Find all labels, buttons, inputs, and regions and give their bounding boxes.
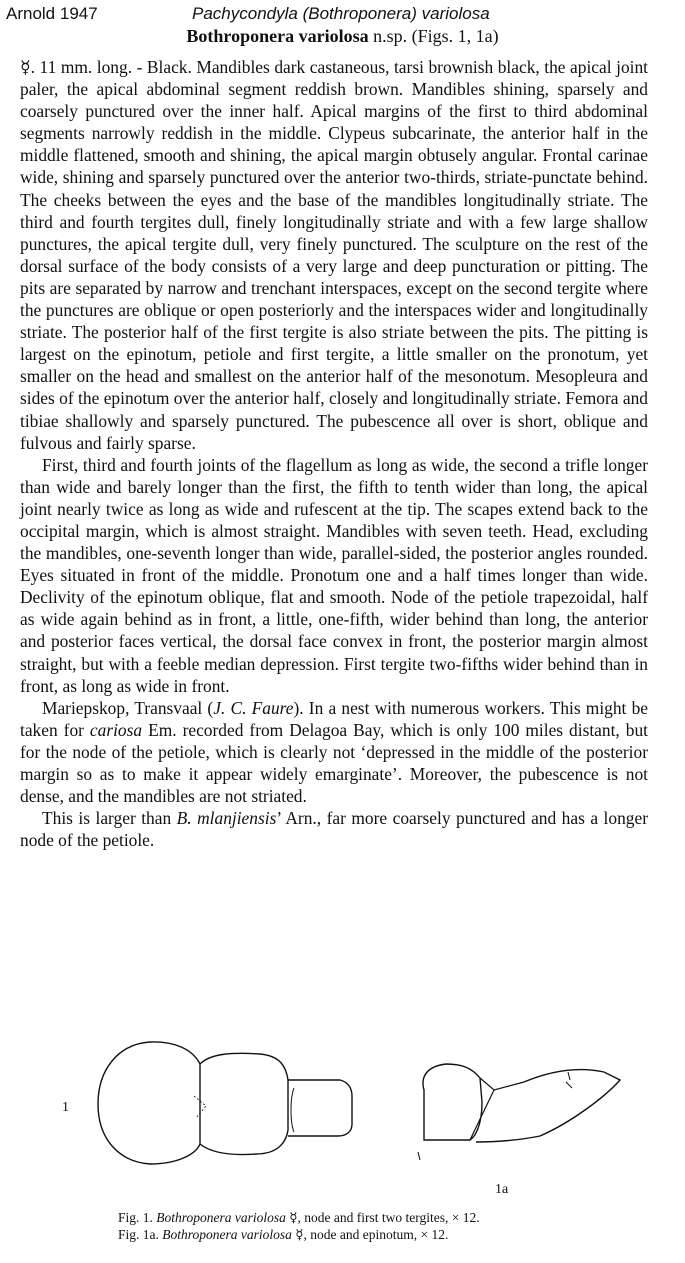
paragraph-comparison [20, 807, 648, 851]
species-name: Bothroponera variolosa [186, 26, 369, 46]
node-mark [566, 1082, 572, 1088]
caption-1-prefix: Fig. 1. [118, 1210, 157, 1225]
epinotum-outline [423, 1064, 482, 1140]
node-outline [476, 1070, 620, 1142]
first-tergite-outline [98, 1042, 200, 1164]
comparison-text-1: This is larger than [42, 808, 177, 829]
comparison-text-2: ’ Arn., far more coarsely punctured and has a longer node of the petiole. [20, 808, 648, 851]
declivity-line [480, 1078, 524, 1090]
compared-species: cariosa [89, 719, 143, 740]
paragraph-locality [20, 697, 648, 807]
figure-1a-drawing [418, 1064, 620, 1160]
figure-drawings [0, 1036, 685, 1166]
header-taxon-name: Pachycondyla (Bothroponera) variolosa [192, 4, 490, 23]
collector-name: J. C. Faure [213, 697, 294, 718]
figure-1a-label: 1a [495, 1182, 509, 1197]
figure-1-drawing [98, 1042, 352, 1164]
leg-stub [418, 1152, 420, 1160]
second-tergite-outline [200, 1053, 288, 1154]
figure-1-label: 1 [62, 1100, 69, 1115]
tergite-suture [291, 1088, 294, 1132]
description-body [20, 56, 648, 851]
header-author-year: Arnold 1947 [6, 4, 98, 23]
paragraph-description: ☿. 11 mm. long. - Black. Mandibles dark castaneous, tarsi brownish black, the apical joint paler, the apical abdominal segment reddish brown. Mandibles shining, sparsely and coarsely punctured over the inner half. Apical margins of the first to third abdominal segments narrowly reddish in the middle. Clypeus subcarinate, the anterior half in the middle flattened, smooth and shining, the apical margin obtusely angular. Frontal carinae wide, shining and sparsely punctured over the anterior two-thirds, striate-punctate behind. The cheeks between the eyes and the base of the mandibles longitudinally striate. The third and fourth tergites dull, finely longitudinally striate and with a few large shallow punctures, the apical tergite dull, very finely punctured. The sculpture on the rest of the dorsal surface of the body consists of a very large and deep puncturation or pitting. The pits are separated by narrow and trenchant interspaces, except on the second tergite where the punctures are oblique or open posteriorly and the interspaces wider and longitudinally striate. The posterior half of the first tergite is also striate between the pits. The pitting is largest on the epinotum, petiole and first tergite, a little smaller on the pronotum, yet smaller on the head and smallest on the anterior half of the mesonotum. Mesopleura and sides of the epinotum over the anterior half, closely and longitudinally striate. Femora and tibiae shallowly and sparsely punctured. The pubescence all over is short, oblique and fulvous and fairly sparse. [20, 57, 648, 453]
running-header [6, 4, 679, 26]
locality-text-1: Mariepskop, Transvaal ( [42, 697, 214, 718]
locality-text-3: Em. recorded from Delagoa Bay, which is only 100 miles distant, but for the node of the petiole, which is clearly not ‘depressed in the middle of the posterior margin so as to make it appear widely emarginate’. Moreover, the pubescence is not dense, and the mandibles are not striated. [20, 719, 648, 807]
node-spiracle [568, 1072, 570, 1080]
species-title [0, 26, 685, 47]
caption-1a-text: ☿, node and epinotum, × 12. [291, 1227, 449, 1242]
caption-1-species: Bothroponera variolosa [156, 1210, 286, 1225]
caption-1-text: ☿, node and first two tergites, × 12. [285, 1210, 480, 1225]
figure-area [0, 1036, 685, 1206]
third-tergite-outline [288, 1080, 352, 1136]
comparison-species: B. mlanjiensis [176, 808, 277, 829]
caption-1a-species: Bothroponera variolosa [162, 1227, 292, 1242]
caption-fig-1 [118, 1210, 480, 1226]
caption-1a-prefix: Fig. 1a. [118, 1227, 163, 1242]
species-title-suffix: n.sp. (Figs. 1, 1a) [368, 26, 499, 46]
caption-fig-1a [118, 1227, 448, 1243]
locality-text-2: ). In a nest with numerous workers. This might be taken for [20, 697, 648, 740]
paragraph-morphology: First, third and fourth joints of the flagellum as long as wide, the second a trifle longer than wide and barely longer than the first, the fifth to tenth wider than long, the apical joint nearly twice as long as wide and rufescent at the tip. The scapes extend back to the occipital margin, which is almost straight. Mandibles with seven teeth. Head, excluding the mandibles, one-seventh longer than wide, parallel-sided, the posterior angles rounded. Eyes situated in front of the middle. Pronotum one and a half times longer than wide. Declivity of the epinotum oblique, flat and smooth. Node of the petiole trapezoidal, half as wide again behind as in front, a little, one-fifth, wider behind than long, the anterior and posterior faces vertical, the dorsal face convex in front, the posterior margin almost straight, but with a feeble median depression. First tergite two-fifths wider behind than in front, as long as wide in front. [20, 454, 648, 696]
